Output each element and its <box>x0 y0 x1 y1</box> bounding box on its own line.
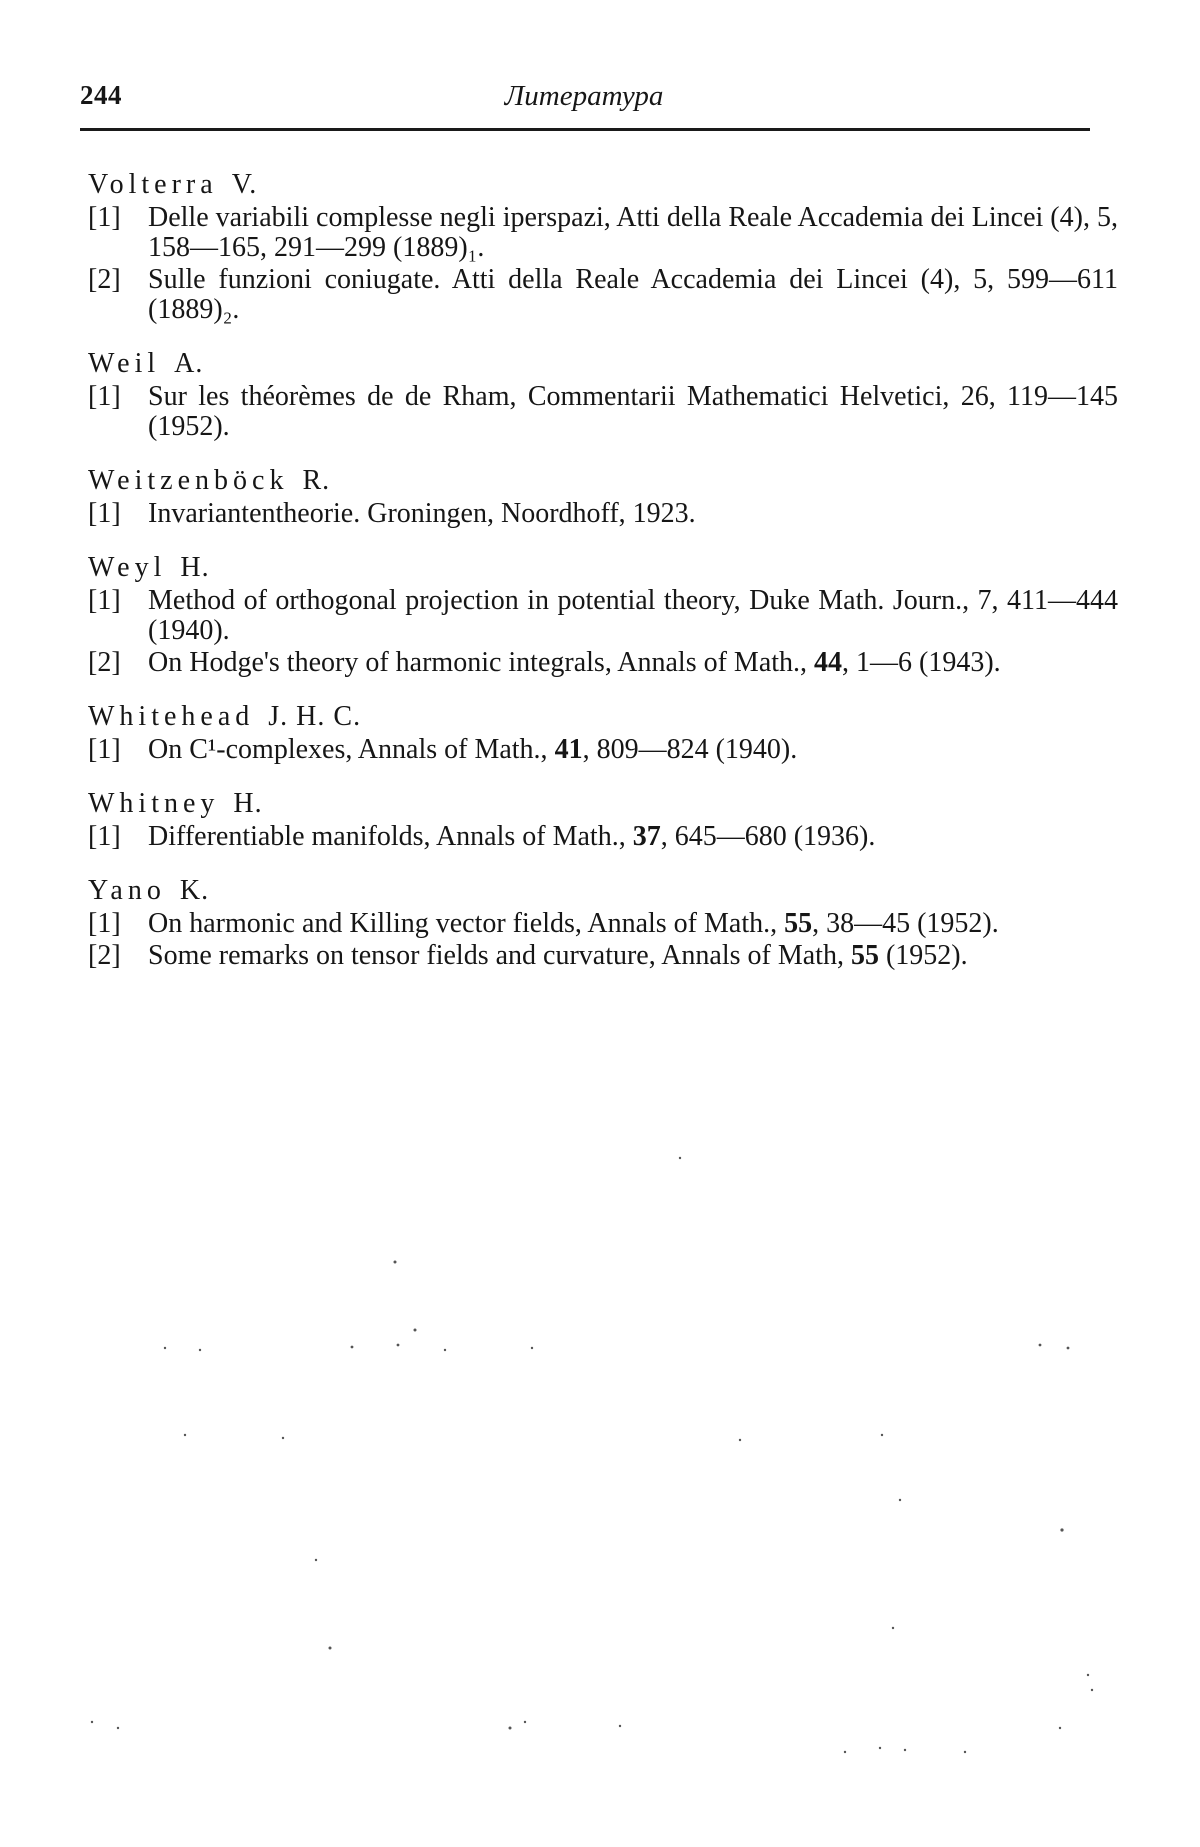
scan-speck <box>904 1749 906 1751</box>
reference-text-tail: , 809—824 (1940). <box>582 734 798 765</box>
reference-number: [2] <box>88 264 121 295</box>
scan-speck <box>397 1344 400 1347</box>
reference-text: Differentiable manifolds, Annals of Math., <box>148 821 633 852</box>
bib-entry-weitzenbock <box>88 464 1118 529</box>
author-initials: H. <box>180 552 210 583</box>
bib-entry-whitney <box>88 787 1118 852</box>
bib-entry-yano <box>88 874 1118 971</box>
reference-number: [1] <box>88 908 121 939</box>
scan-speck <box>282 1437 284 1439</box>
reference-text: On Hodge's theory of harmonic integrals, Annals of Math., <box>148 647 815 678</box>
bib-entry-weyl <box>88 551 1118 678</box>
reference-text-tail: , 645—680 (1936). <box>660 821 876 852</box>
scan-speck <box>444 1349 446 1351</box>
reference-number: [1] <box>88 585 121 616</box>
scan-speck <box>184 1434 186 1436</box>
volume-number: 55 <box>850 940 879 971</box>
scan-speck <box>879 1747 881 1749</box>
author-heading <box>88 168 1118 202</box>
reference-text-tail: , 1—6 (1943). <box>842 647 1001 678</box>
running-title: Литература <box>504 80 664 112</box>
author-heading <box>88 551 1118 585</box>
scan-speck <box>315 1559 317 1561</box>
scan-speck <box>351 1346 354 1349</box>
scan-speck <box>1087 1674 1089 1676</box>
scan-speck <box>619 1725 621 1727</box>
scan-speck <box>892 1627 894 1629</box>
bibliography-list <box>88 168 1118 993</box>
author-surname: Whitehead <box>88 701 255 732</box>
reference-text: Sur les théorèmes de de Rham, Commentarii Mathematici Helvetici, 26, 119—145 (1952). <box>148 381 1118 442</box>
scan-speck <box>844 1751 846 1753</box>
scan-speck <box>524 1721 526 1723</box>
scan-speck <box>739 1439 741 1441</box>
reference-item <box>88 499 1118 529</box>
reference-number: [2] <box>88 647 121 678</box>
scan-speck <box>199 1349 201 1351</box>
author-surname: Weyl <box>88 552 167 583</box>
author-heading <box>88 700 1118 734</box>
bib-entry-whitehead <box>88 700 1118 765</box>
reference-text-tail: (1952). <box>878 940 968 971</box>
author-initials: A. <box>174 348 204 379</box>
page-number: 244 <box>80 80 122 110</box>
author-surname: Volterra <box>88 169 218 200</box>
scan-speck <box>679 1157 681 1159</box>
reference-text: On harmonic and Killing vector fields, Annals of Math., <box>148 908 785 939</box>
reference-text: Some remarks on tensor fields and curvature, Annals of Math, <box>148 940 851 971</box>
reference-text: On C¹-complexes, Annals of Math., <box>148 734 555 765</box>
reference-number: [2] <box>88 940 121 971</box>
bib-entry-weil <box>88 347 1118 442</box>
reference-number: [1] <box>88 498 121 529</box>
reference-text: Sulle funzioni coniugate. Atti della Reale Accademia dei Lincei (4), 5, 599—611 (1889)₂. <box>148 264 1118 325</box>
scan-speck <box>881 1434 883 1436</box>
reference-number: [1] <box>88 734 121 765</box>
reference-item <box>88 265 1118 325</box>
scan-speck <box>1091 1689 1093 1691</box>
reference-item <box>88 382 1118 442</box>
author-initials: V. <box>231 169 258 200</box>
reference-item <box>88 822 1118 852</box>
scan-speck <box>1059 1727 1061 1729</box>
reference-text: Invariantentheorie. Groningen, Noordhoff, 1923. <box>148 498 696 529</box>
reference-item <box>88 735 1118 765</box>
reference-number: [1] <box>88 202 121 233</box>
scan-speck <box>414 1329 417 1332</box>
scan-speck <box>1039 1344 1042 1347</box>
author-heading <box>88 787 1118 821</box>
scan-speck <box>329 1647 332 1650</box>
bib-entry-volterra <box>88 168 1118 325</box>
author-heading <box>88 347 1118 381</box>
author-surname: Whitney <box>88 788 220 819</box>
scan-speck <box>164 1347 166 1349</box>
volume-number: 41 <box>554 734 583 765</box>
reference-number: [1] <box>88 381 121 412</box>
author-initials: J. H. C. <box>268 701 362 732</box>
reference-number: [1] <box>88 821 121 852</box>
scan-speck <box>899 1499 901 1501</box>
scan-speck <box>91 1721 93 1723</box>
volume-number: 55 <box>784 908 813 939</box>
author-heading <box>88 464 1118 498</box>
reference-item <box>88 648 1118 678</box>
scan-speck <box>1067 1347 1070 1350</box>
volume-number: 37 <box>632 821 661 852</box>
volume-number: 44 <box>814 647 843 678</box>
reference-text: Method of orthogonal projection in potential theory, Duke Math. Journ., 7, 411—444 (1940). <box>148 585 1118 646</box>
author-heading <box>88 874 1118 908</box>
reference-item <box>88 909 1118 939</box>
reference-item <box>88 941 1118 971</box>
author-surname: Weitzenböck <box>88 465 289 496</box>
author-initials: H. <box>233 788 263 819</box>
reference-item <box>88 203 1118 263</box>
scan-speck <box>509 1727 512 1730</box>
author-surname: Yano <box>88 875 166 906</box>
author-surname: Weil <box>88 348 161 379</box>
scan-speck <box>394 1261 397 1264</box>
scan-speck <box>531 1347 533 1349</box>
author-initials: K. <box>179 875 210 906</box>
scan-speck <box>117 1727 119 1729</box>
reference-item <box>88 586 1118 646</box>
scan-speck <box>964 1751 966 1753</box>
reference-text: Delle variabili complesse negli iperspazi, Atti della Reale Accademia dei Lincei (4), 5, 158—165, 291—299 (1889)₁. <box>148 202 1118 263</box>
running-head <box>80 80 1088 124</box>
author-initials: R. <box>302 465 331 496</box>
header-rule <box>80 128 1090 131</box>
reference-text-tail: , 38—45 (1952). <box>812 908 999 939</box>
scan-speck <box>1060 1528 1063 1531</box>
